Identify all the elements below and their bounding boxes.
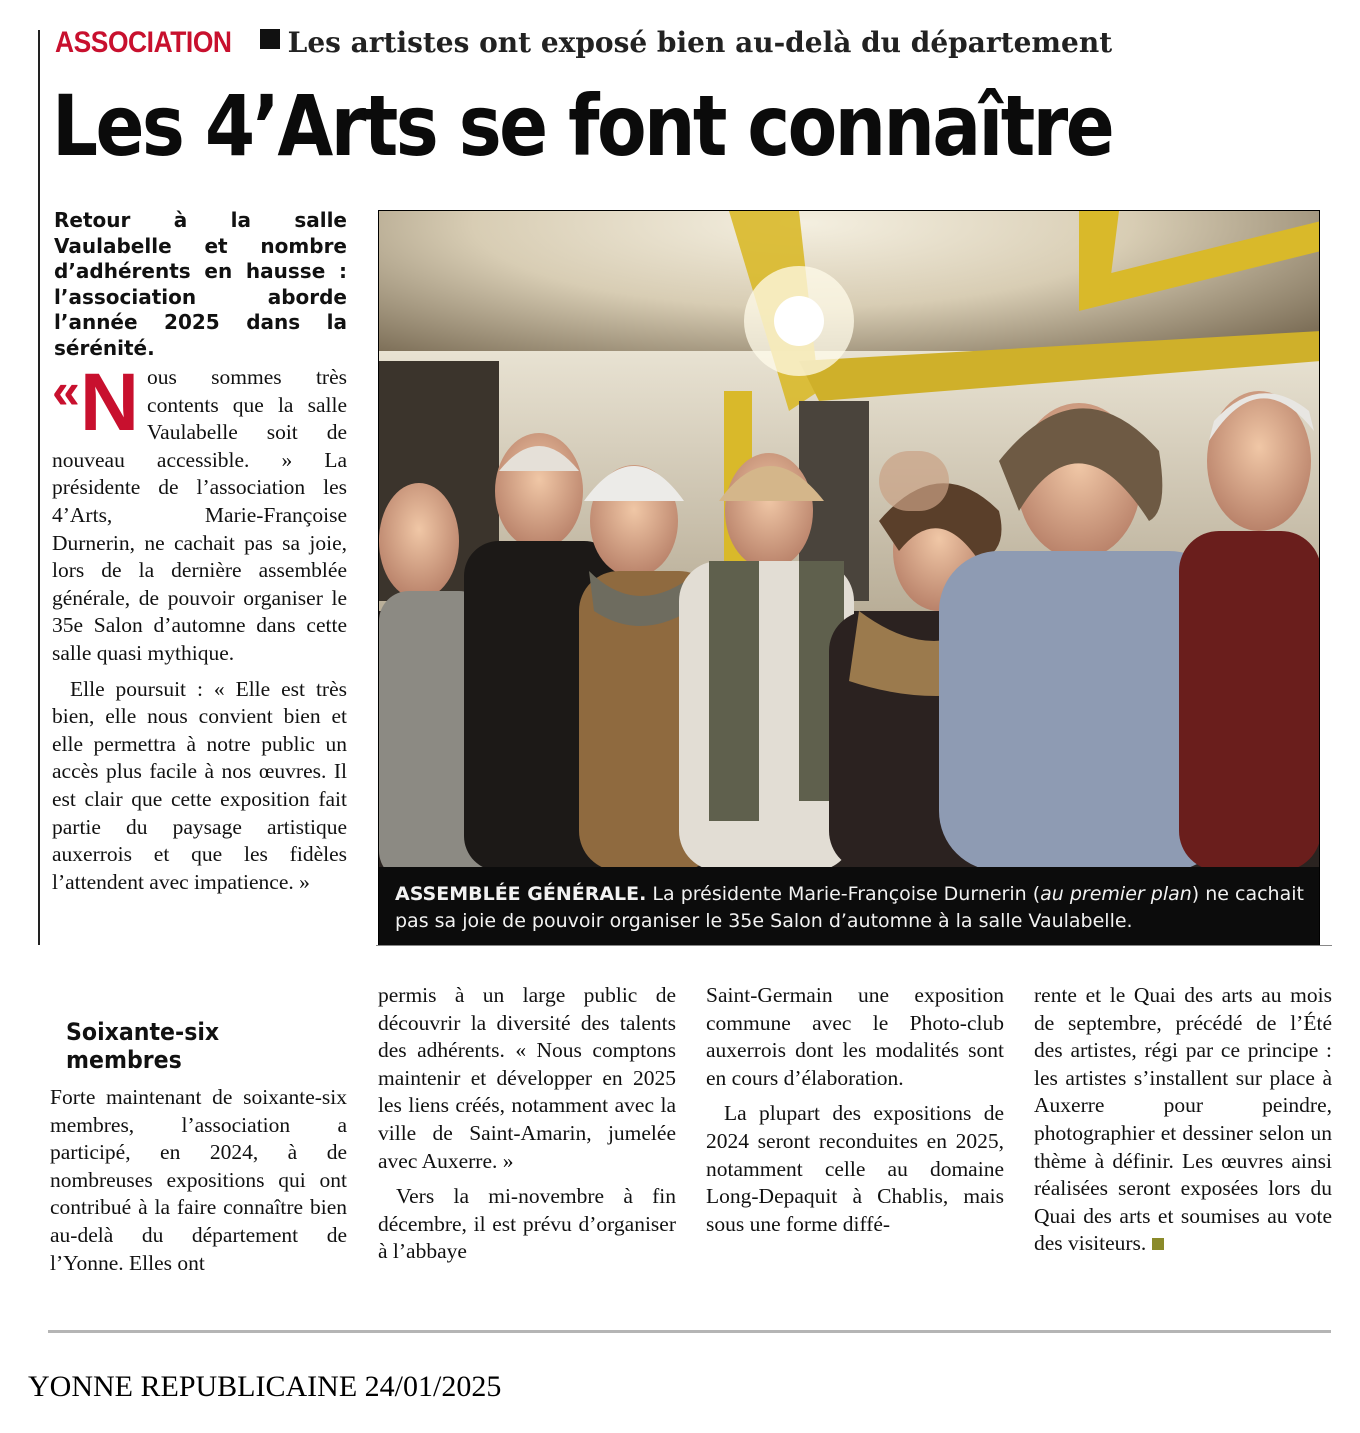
kicker-square-icon xyxy=(260,29,280,49)
kicker xyxy=(55,26,1112,60)
column-3 xyxy=(706,982,1004,1238)
paragraph-1 xyxy=(52,357,347,668)
dropcap xyxy=(52,357,140,448)
col4-paragraph-1 xyxy=(1034,982,1332,1258)
col4-paragraph-1-text: rente et le Quai des arts au mois de septembre, précédé de l’Été des artistes, régi par ce principe : les artistes s’installent sur place à Auxerre pour peindre, photographier et dessiner selon un thème à définir. Les œuvres ainsi réalisées seront exposées lors du Quai des arts et soumises au vote des visiteurs. xyxy=(1034,983,1332,1256)
paragraph-1-text: ous sommes très contents que la salle Vaulabelle soit de nouveau accessible. » La présidente de l’association les 4’Arts, Marie-Françoise Durnerin, ne cachait pas sa joie, lors de la dernière assemblée générale, de pouvoir organiser le 35e Salon d’automne dans cette salle quasi mythique. xyxy=(52,365,347,665)
col2-paragraph-2: Vers la mi-novembre à fin décembre, il est prévu d’organiser à l’abbaye xyxy=(378,1184,676,1264)
lede: Retour à la salle Vaulabelle et nombre d’adhérents en hausse : l’association aborde l’année 2025 dans la sérénité. xyxy=(54,208,347,360)
column-2 xyxy=(378,982,676,1266)
paragraph-2: Elle poursuit : « Elle est très bien, elle nous convient bien et elle permettra à notre public un accès plus facile à nos œuvres. Il est clair que cette exposition fait partie du paysage artistique auxerrois et que les fidèles l’attendent avec impatience. » xyxy=(52,676,347,894)
caption-italic: au premier plan xyxy=(1040,883,1192,905)
photo-caption xyxy=(379,867,1320,946)
paragraph-3: Forte maintenant de soixante-six membres, l’association a participé, en 2024, à de nombreuses expositions qui ont contribué à la faire connaître bien au-delà du département de l’Yonne. Elles ont xyxy=(50,1085,347,1275)
photo-bottom-rule xyxy=(376,945,1332,946)
group-photo xyxy=(378,210,1320,946)
kicker-text: Les artistes ont exposé bien au-delà du département xyxy=(287,26,1113,59)
dropcap-letter: N xyxy=(79,357,140,448)
caption-part-1: La présidente Marie-Françoise Durnerin ( xyxy=(652,883,1041,905)
end-square-icon xyxy=(1152,1238,1164,1250)
headline: Les 4’Arts se font connaître xyxy=(52,77,1113,175)
column-1 xyxy=(52,357,347,896)
subhead: Soixante-six membres xyxy=(66,1018,220,1074)
column-4 xyxy=(1034,982,1332,1258)
article-bottom-rule xyxy=(48,1330,1331,1333)
col3-paragraph-1: Saint-Germain une exposition commune avec le Photo-club auxerrois dont les modalités sont en cours d’élaboration. xyxy=(706,983,1004,1090)
col3-paragraph-2: La plupart des expositions de 2024 seront reconduites en 2025, notamment celle au domaine Long-Depaquit à Chablis, mais sous une forme diffé- xyxy=(706,1101,1004,1236)
left-column-rule xyxy=(38,30,40,945)
photo-illustration xyxy=(379,211,1320,867)
col2-paragraph-1: permis à un large public de découvrir la diversité des talents des adhérents. « Nous comptons maintenir et développer en 2025 les liens créés, notamment avec la ville de Saint-Amarin, jumelée avec Auxerre. » xyxy=(378,983,676,1173)
column-1-continued xyxy=(50,1084,347,1277)
caption-lead: ASSEMBLÉE GÉNÉRALE. xyxy=(395,883,647,905)
kicker-tag: ASSOCIATION xyxy=(55,26,232,59)
source-line: YONNE REPUBLICAINE 24/01/2025 xyxy=(28,1370,502,1403)
caption-part-2: ) ne cachait pas sa joie de pouvoir organiser le 35e Salon d’automne à la salle Vaulabelle. xyxy=(395,883,1304,932)
dropcap-quote: « xyxy=(52,363,80,419)
